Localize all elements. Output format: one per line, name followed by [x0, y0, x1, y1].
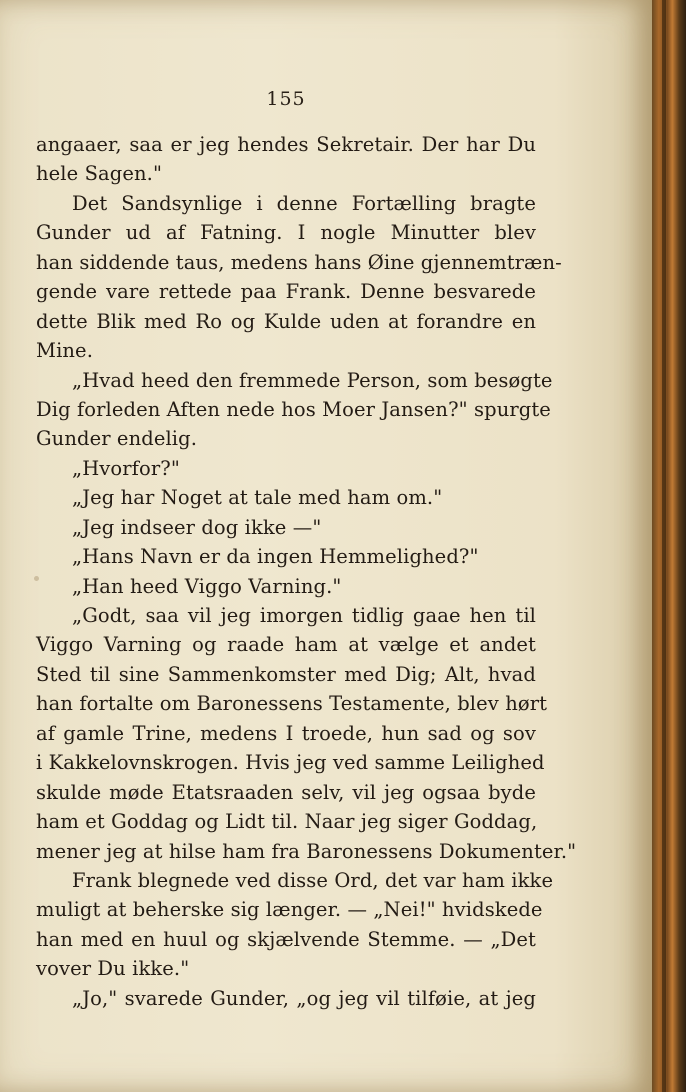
page-text: [36, 130, 577, 1013]
text-line: Frank blegnede ved disse Ord, det var ham ikke: [72, 868, 554, 892]
text-line: ham et Goddag og Lidt til. Naar jeg siger Goddag,: [36, 810, 538, 834]
text-line: mener jeg at hilse ham fra Baronessens Dokumenter.": [36, 839, 577, 863]
text-line: han fortalte om Baronessens Testamente, blev hørt: [36, 692, 548, 716]
binding-stripe: [662, 0, 666, 1092]
text-line: Det Sandsynlige i denne Fortælling bragte: [72, 191, 536, 215]
text-line: „Han heed Viggo Varning.": [72, 574, 342, 598]
text-line: muligt at beherske sig længer. — „Nei!" hvidskede: [36, 898, 543, 922]
text-line: dette Blik med Ro og Kulde uden at forandre en: [36, 309, 536, 333]
text-line: „Hvorfor?": [72, 456, 180, 480]
text-line: Sted til sine Sammenkomster med Dig; Alt, hvad: [36, 662, 536, 686]
text-line: han med en huul og skjælvende Stemme. — „Det: [36, 927, 536, 951]
text-line: „Hans Navn er da ingen Hemmelighed?": [72, 545, 479, 569]
text-line: Gunder endelig.: [36, 427, 198, 451]
text-line: angaaer, saa er jeg hendes Sekretair. Der har Du: [36, 133, 536, 156]
text-line: af gamle Trine, medens I troede, hun sad og sov: [36, 721, 536, 745]
text-line: hele Sagen.": [36, 162, 163, 186]
text-line: „Jeg indseer dog ikke —": [72, 515, 322, 539]
text-line: „Hvad heed den fremmede Person, som besøgte: [72, 368, 553, 392]
text-line: „Jo," svarede Gunder, „og jeg vil tilføie, at jeg: [72, 986, 536, 1010]
text-line: han siddende taus, medens hans Øine gjennemtræn-: [36, 250, 562, 274]
text-line: i Kakkelovnskrogen. Hvis jeg ved samme Leilighed: [36, 751, 545, 775]
text-line: gende vare rettede paa Frank. Denne besvarede: [36, 280, 536, 304]
book-binding: [652, 0, 686, 1092]
text-line: vover Du ikke.": [36, 957, 190, 981]
text-line: „Jeg har Noget at tale med ham om.": [72, 486, 443, 510]
text-line: Dig forleden Aften nede hos Moer Jansen?" spurgte: [36, 397, 551, 421]
text-line: Gunder ud af Fatning. I nogle Minutter blev: [36, 221, 536, 245]
text-line: Mine.: [36, 339, 94, 363]
text-line: „Godt, saa vil jeg imorgen tidlig gaae hen til: [72, 604, 536, 627]
text-line: skulde møde Etatsraaden selv, vil jeg ogsaa byde: [36, 780, 536, 804]
paper-speck: [208, 528, 211, 531]
text-line: Viggo Varning og raade ham at vælge et andet: [36, 633, 536, 657]
paper-speck: [34, 576, 39, 581]
page-number: 155: [266, 88, 306, 110]
